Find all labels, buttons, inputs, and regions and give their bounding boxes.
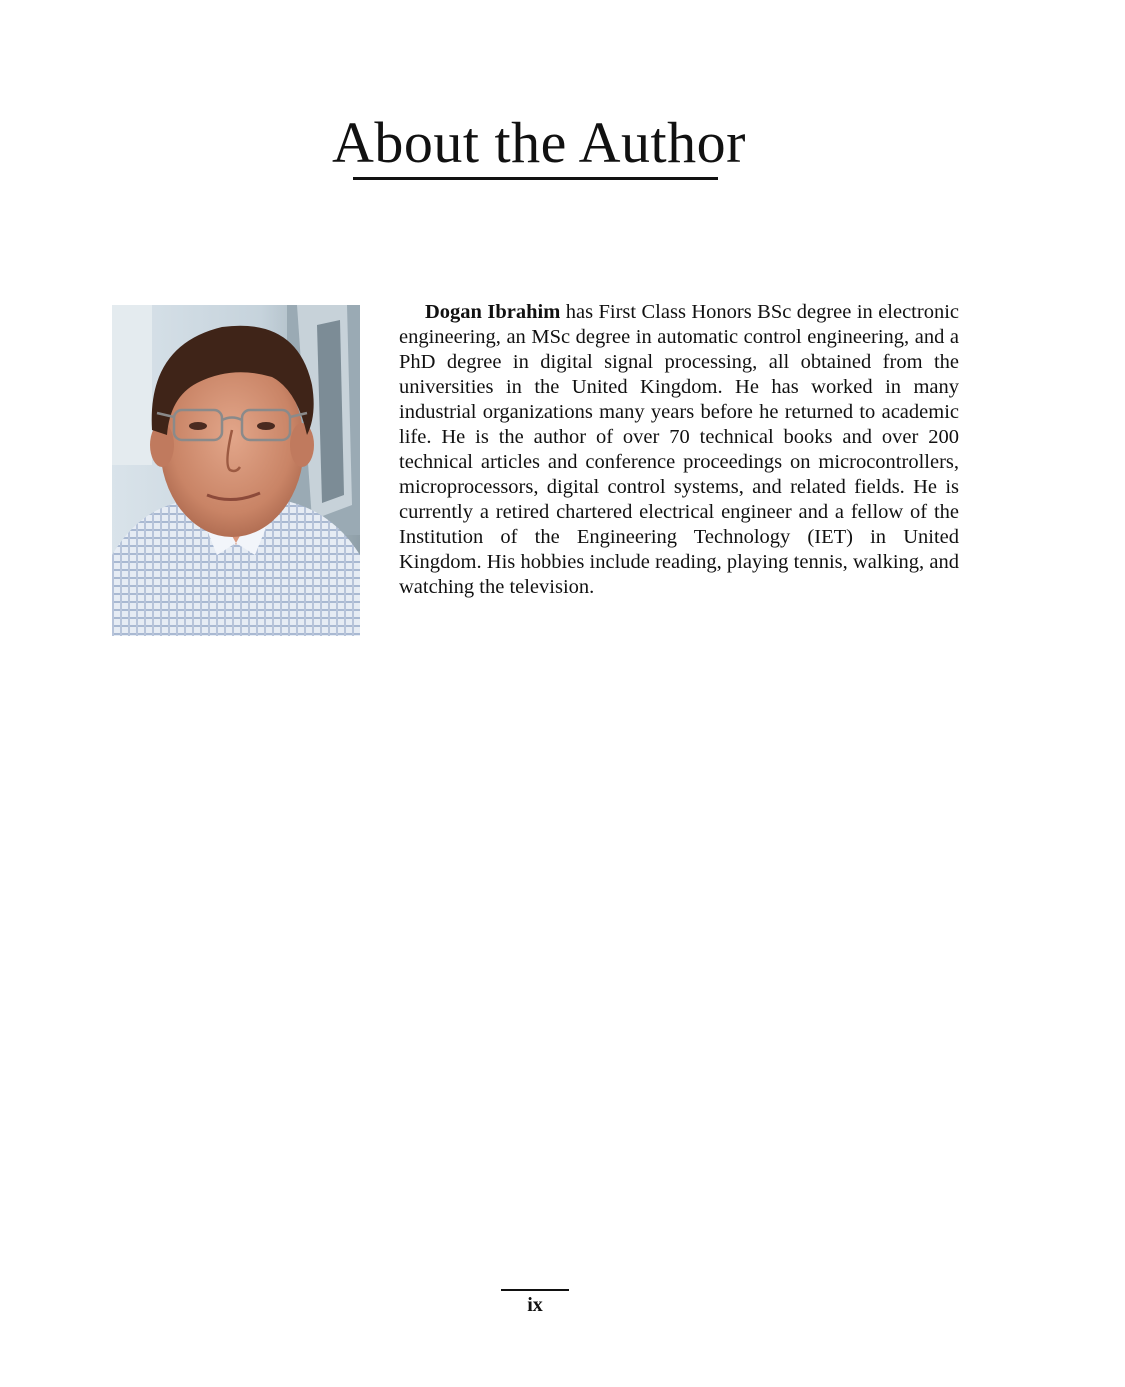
title-underline bbox=[353, 177, 718, 180]
page-title: About the Author bbox=[332, 110, 746, 175]
page-number: ix bbox=[527, 1294, 543, 1316]
page-number-rule bbox=[501, 1289, 569, 1291]
author-photo bbox=[112, 305, 360, 636]
author-bio-text: has First Class Honors BSc degree in electronic engineering, an MSc degree in automatic control engineering, and a PhD degree in digital signal processing, all obtained from the universities in the United Kingdom. He has worked in many industrial organizations many years before he returned to academic life. He is the author of over 70 technical books and over 200 technical articles and conference proceedings on microcontrollers, microprocessors, digital control systems, and related fields. He is currently a retired chartered electrical engineer and a fellow of the Institution of the Engineering Technology (IET) in United Kingdom. His hobbies include reading, playing tennis, walking, and watching the television. bbox=[399, 301, 959, 598]
author-name: Dogan Ibrahim bbox=[425, 301, 561, 323]
author-bio bbox=[399, 300, 959, 600]
